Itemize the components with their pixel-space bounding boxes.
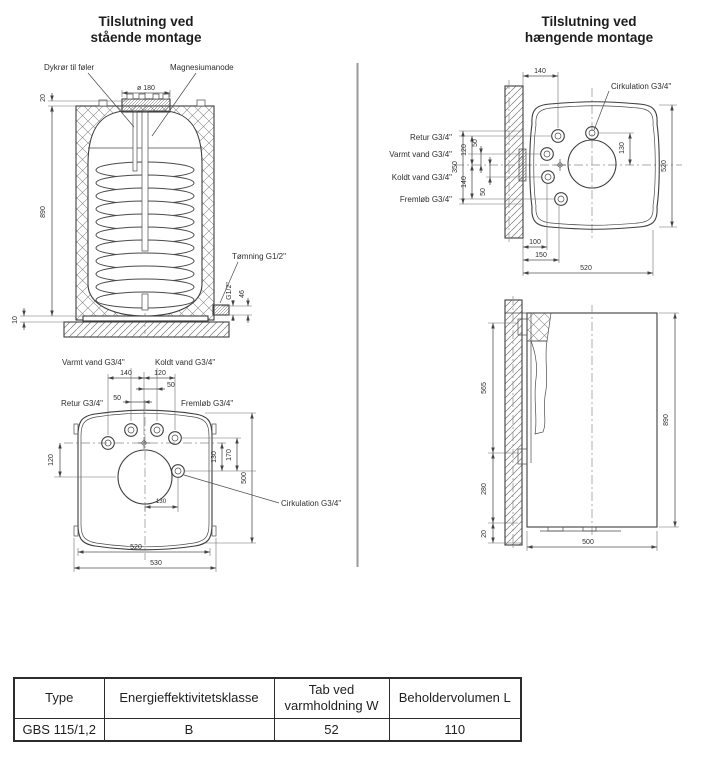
cirkulation-label: Cirkulation G3/4" — [281, 499, 342, 508]
dim-520-bottom: 520 — [130, 544, 142, 551]
mounting-bracket — [531, 341, 547, 434]
wall-section — [505, 300, 522, 545]
port-koldt-vand — [542, 171, 555, 184]
standing-mount-title-line1: Tilslutning ved — [98, 14, 194, 29]
tank-outline-outer — [530, 102, 660, 230]
dim-20: 20 — [481, 530, 488, 538]
cell-type: GBS 115/1,2 — [14, 718, 104, 741]
dim-130-right: 130 — [211, 451, 218, 463]
dim-140-top: 140 — [534, 68, 546, 75]
dim-520-right: 520 — [661, 160, 668, 172]
header-type: Type — [14, 678, 104, 718]
port-cirkulation — [172, 465, 185, 478]
spec-table-data-row — [14, 718, 521, 741]
cirkulation-label: Cirkulation G3/4" — [611, 82, 672, 91]
port-varmt-vand — [541, 148, 554, 161]
dim-diameter-180: ø 180 — [137, 85, 155, 92]
dim-170: 170 — [226, 449, 233, 461]
fremloeb-label: Fremløb G3/4" — [399, 195, 452, 204]
dim-500: 500 — [241, 472, 248, 484]
base-plate — [83, 316, 208, 321]
drain-fitting — [213, 305, 229, 315]
standing-top-view-diagram — [48, 358, 341, 572]
header-energy-class: Energieffektivitetsklasse — [104, 678, 274, 718]
retur-label: Retur G3/4" — [410, 133, 452, 142]
center-mark — [138, 437, 150, 449]
header-volume: Beholdervolumen L — [389, 678, 521, 718]
cell-volume: 110 — [389, 718, 521, 741]
spec-table — [13, 677, 522, 742]
port-varmt-vand — [125, 424, 138, 437]
spec-table-header-row — [14, 678, 521, 718]
tank-outline-inner — [534, 106, 656, 226]
dim-50-left: 50 — [113, 395, 121, 402]
hanging-top-view-diagram — [389, 68, 682, 276]
dim-890: 890 — [663, 414, 670, 426]
cell-energy-class: B — [104, 718, 274, 741]
dim-50-right: 50 — [167, 382, 175, 389]
drain-label: Tømning G1/2" — [232, 252, 286, 261]
varmt-vand-label: Varmt vand G3/4" — [62, 358, 125, 367]
dim-140: 140 — [120, 370, 132, 377]
dim-500: 500 — [582, 539, 594, 546]
sensor-dip-tube — [133, 111, 137, 171]
dim-10-base: 10 — [12, 316, 19, 324]
hanging-mount-title-line2: hængende montage — [524, 30, 654, 45]
hanging-mount-title-line1: Tilslutning ved — [541, 14, 637, 29]
port-fremloeb — [169, 432, 182, 445]
anode-rod — [142, 111, 148, 251]
floor-slab — [64, 322, 229, 337]
cell-standing-loss: 52 — [274, 718, 389, 741]
dim-120: 120 — [461, 144, 468, 156]
top-flange — [122, 99, 170, 112]
center-mark — [554, 159, 566, 171]
dim-100: 100 — [529, 239, 541, 246]
dip-tube-label: Dykrør til føler — [44, 63, 95, 72]
dim-130-circulation: 130 — [155, 498, 167, 505]
dim-120-top: 120 — [154, 370, 166, 377]
standing-side-view-diagram — [12, 63, 286, 337]
standing-mount-title-line2: stående montage — [90, 30, 202, 45]
retur-label: Retur G3/4" — [61, 399, 103, 408]
dim-280: 280 — [481, 483, 488, 495]
dim-46-drain: 46 — [239, 290, 246, 298]
koldt-vand-label: Koldt vand G3/4" — [155, 358, 216, 367]
hanging-side-view-diagram — [481, 296, 679, 551]
dim-520-bottom: 520 — [580, 265, 592, 272]
dim-130: 130 — [619, 142, 626, 154]
dim-150: 150 — [535, 252, 547, 259]
dim-565: 565 — [481, 382, 488, 394]
header-standing-loss: Tab ved varmholdning W — [274, 678, 389, 718]
dim-890-height: 890 — [40, 206, 47, 218]
spec-table-container — [13, 677, 522, 742]
anode-label: Magnesiumanode — [170, 63, 234, 72]
dim-350: 350 — [452, 161, 459, 173]
dim-20-top: 20 — [40, 94, 47, 102]
port-fremloeb — [555, 193, 568, 206]
dim-530-bottom: 530 — [150, 560, 162, 567]
dim-50-lower: 50 — [480, 188, 487, 196]
drain-size-label: G1/2" — [226, 282, 233, 300]
varmt-vand-label: Varmt vand G3/4" — [389, 150, 452, 159]
fremloeb-label: Fremløb G3/4" — [181, 399, 234, 408]
koldt-vand-label: Koldt vand G3/4" — [391, 173, 452, 182]
port-retur — [552, 130, 565, 143]
dim-50-upper: 50 — [472, 139, 479, 147]
dim-140-lower: 140 — [461, 176, 468, 188]
bracket-head — [527, 313, 551, 341]
dim-120-left: 120 — [48, 454, 55, 466]
port-koldt-vand — [151, 424, 164, 437]
